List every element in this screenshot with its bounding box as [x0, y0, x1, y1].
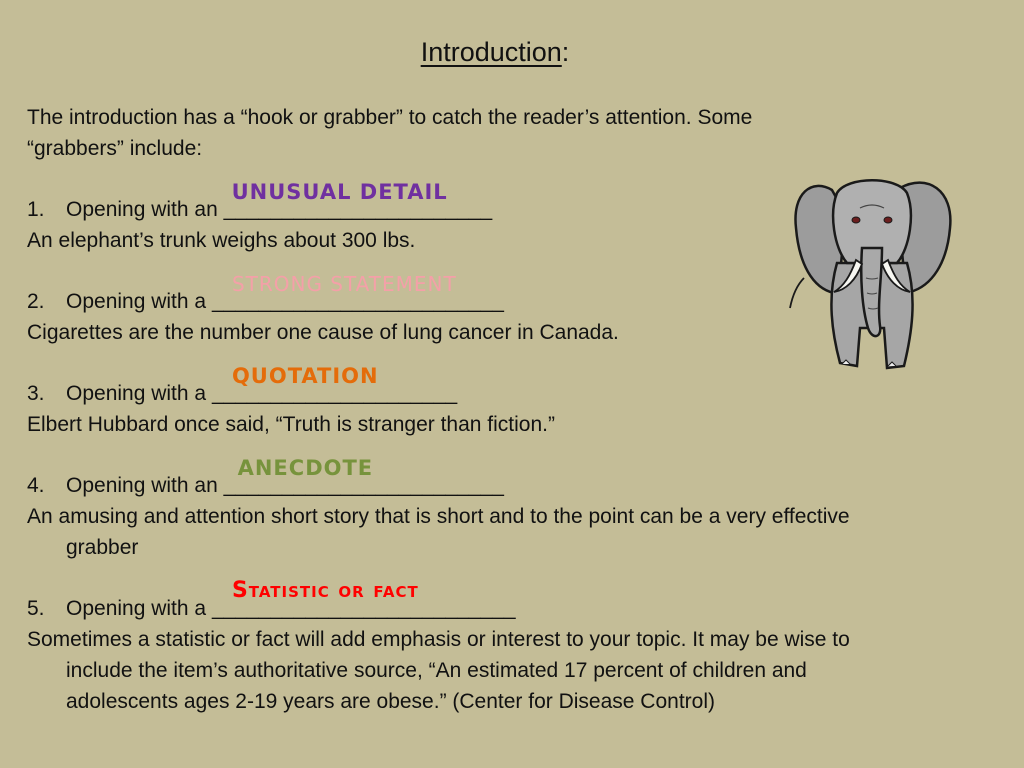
slide-title — [0, 34, 990, 70]
item-1-prompt: Opening with an — [66, 198, 224, 221]
item-4-blank-wrap — [223, 456, 504, 501]
item-2-example-line-1: Cigarettes are the number one cause of lung cancer in Canada. — [27, 321, 619, 344]
item-2-blank-wrap — [211, 272, 504, 317]
item-4-example-line-1: An amusing and attention short story that is short and to the point can be a very effective — [27, 505, 850, 528]
item-5-number: 5. — [27, 597, 45, 620]
item-3-blank: _____________________ — [211, 382, 458, 405]
intro-line-1: The introduction has a “hook or grabber” to catch the reader’s attention. Some — [27, 106, 753, 129]
item-5-example-line-1: Sometimes a statistic or fact will add emphasis or interest to your topic. It may be wise to — [27, 628, 850, 651]
item-5-example-line-3: adolescents ages 2-19 years are obese.” (Center for Disease Control) — [66, 690, 715, 713]
item-3-answer: QUOTATION — [231, 364, 379, 388]
item-4-example-line-2: grabber — [66, 536, 139, 559]
elephant-icon — [782, 168, 964, 378]
item-3-blank-wrap — [211, 364, 458, 409]
item-1-answer: UNUSUAL DETAIL — [231, 180, 448, 204]
item-4-prompt: Opening with an — [66, 474, 224, 497]
item-3-prompt-line — [27, 364, 458, 409]
item-4-answer: ANECDOTE — [237, 456, 374, 480]
item-3-example-line-1: Elbert Hubbard once said, “Truth is stranger than fiction.” — [27, 413, 555, 436]
item-2-blank: _________________________ — [211, 290, 504, 313]
item-2-number: 2. — [27, 290, 45, 313]
item-3-number: 3. — [27, 382, 45, 405]
item-5-prompt-line — [27, 578, 516, 624]
item-4-prompt-line — [27, 456, 504, 501]
item-1-prompt-line — [27, 180, 493, 225]
title-text: Introduction — [420, 37, 562, 67]
item-5-blank-wrap — [211, 578, 516, 624]
item-4-blank: ________________________ — [223, 474, 504, 497]
item-1-number: 1. — [27, 198, 45, 221]
intro-line-2: “grabbers” include: — [27, 137, 203, 160]
item-5-blank: __________________________ — [211, 597, 516, 620]
item-1-blank: _______________________ — [223, 198, 493, 221]
item-3-prompt: Opening with a — [66, 382, 212, 405]
item-4-number: 4. — [27, 474, 45, 497]
item-5-example-line-2: include the item’s authoritative source, “An estimated 17 percent of children and — [66, 659, 807, 682]
item-2-prompt: Opening with a — [66, 290, 212, 313]
title-colon: : — [561, 37, 570, 67]
item-1-blank-wrap — [223, 180, 493, 225]
item-5-answer: Statistic or fact — [231, 578, 419, 603]
item-2-prompt-line — [27, 272, 504, 317]
item-1-example-line-1: An elephant’s trunk weighs about 300 lbs. — [27, 229, 416, 252]
item-2-answer: STRONG STATEMENT — [231, 272, 457, 296]
item-5-prompt: Opening with a — [66, 597, 212, 620]
